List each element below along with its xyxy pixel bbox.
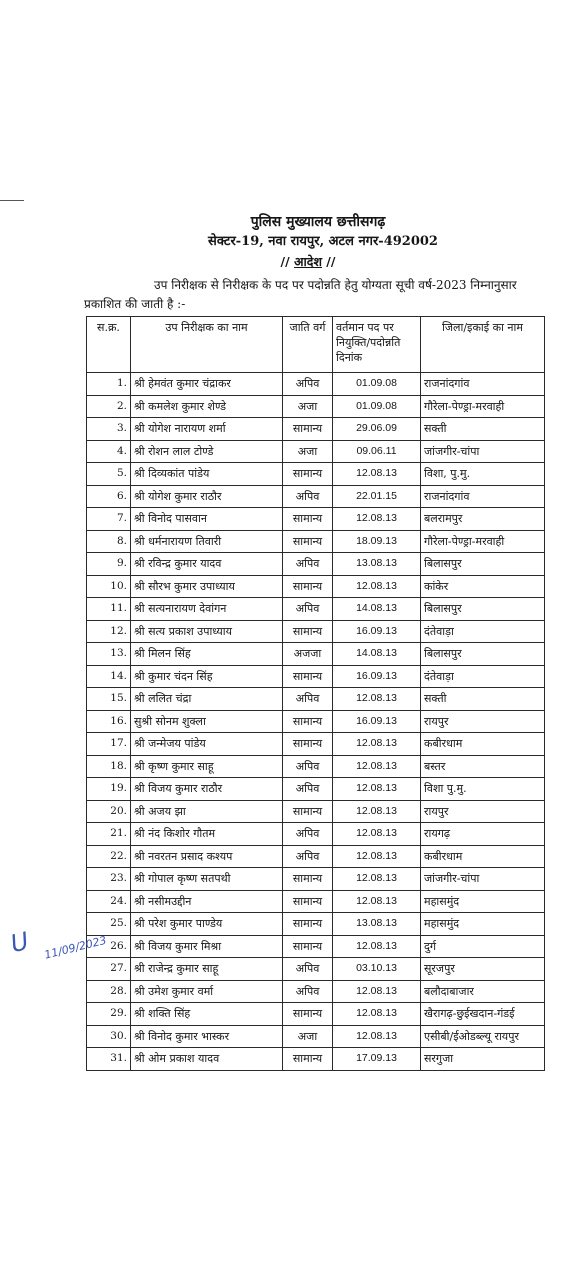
serial-cell: 19. <box>87 778 131 801</box>
date-cell: 13.08.13 <box>333 913 421 936</box>
category-cell: अजा <box>283 395 333 418</box>
district-cell: बिलासपुर <box>421 553 545 576</box>
name-cell: श्री हेमवंत कुमार चंद्राकर <box>131 373 283 396</box>
serial-cell: 10. <box>87 575 131 598</box>
table-row <box>87 508 545 531</box>
category-cell: सामान्य <box>283 868 333 891</box>
date-cell: 18.09.13 <box>333 530 421 553</box>
district-cell: राजनांदगांव <box>421 485 545 508</box>
name-cell: श्री योगेश नारायण शर्मा <box>131 418 283 441</box>
date-cell: 12.08.13 <box>333 1025 421 1048</box>
order-word: आदेश <box>294 254 322 269</box>
table-row <box>87 418 545 441</box>
name-cell: श्री रविन्द्र कुमार यादव <box>131 553 283 576</box>
date-cell: 12.08.13 <box>333 980 421 1003</box>
district-cell: विशा पु.मु. <box>421 778 545 801</box>
name-cell: श्री राजेन्द्र कुमार साहू <box>131 958 283 981</box>
district-cell: बलौदाबाजार <box>421 980 545 1003</box>
category-cell: अजजा <box>283 643 333 666</box>
name-cell: श्री कुमार चंदन सिंह <box>131 665 283 688</box>
serial-cell: 16. <box>87 710 131 733</box>
serial-cell: 8. <box>87 530 131 553</box>
category-cell: अजा <box>283 1025 333 1048</box>
district-cell: राजनांदगांव <box>421 373 545 396</box>
district-cell: सूरजपुर <box>421 958 545 981</box>
serial-cell: 28. <box>87 980 131 1003</box>
name-cell: श्री शक्ति सिंह <box>131 1003 283 1026</box>
name-cell: श्री गोपाल कृष्ण सतपथी <box>131 868 283 891</box>
serial-cell: 18. <box>87 755 131 778</box>
date-cell: 12.08.13 <box>333 733 421 756</box>
table-row <box>87 980 545 1003</box>
category-cell: अपिव <box>283 373 333 396</box>
table-row <box>87 710 545 733</box>
category-cell: अपिव <box>283 958 333 981</box>
category-cell: सामान्य <box>283 530 333 553</box>
name-cell: श्री धर्मनारायण तिवारी <box>131 530 283 553</box>
category-cell: अपिव <box>283 485 333 508</box>
name-cell: श्री सौरभ कुमार उपाध्याय <box>131 575 283 598</box>
district-cell: जांजगीर-चांपा <box>421 868 545 891</box>
table-row <box>87 530 545 553</box>
district-cell: गौरेला-पेण्ड्रा-मरवाही <box>421 395 545 418</box>
table-row <box>87 823 545 846</box>
name-cell: श्री योगेश कुमार राठौर <box>131 485 283 508</box>
district-cell: कबीरधाम <box>421 845 545 868</box>
date-cell: 14.08.13 <box>333 598 421 621</box>
table-row <box>87 755 545 778</box>
district-cell: विशा, पु.मु. <box>421 463 545 486</box>
date-cell: 12.08.13 <box>333 935 421 958</box>
date-cell: 13.08.13 <box>333 553 421 576</box>
date-cell: 22.01.15 <box>333 485 421 508</box>
date-cell: 12.08.13 <box>333 1003 421 1026</box>
district-cell: रायगढ़ <box>421 823 545 846</box>
handwritten-date: 11/09/2023 <box>43 933 108 962</box>
category-cell: अपिव <box>283 755 333 778</box>
category-cell: अपिव <box>283 778 333 801</box>
serial-cell: 6. <box>87 485 131 508</box>
table-row <box>87 598 545 621</box>
serial-cell: 27. <box>87 958 131 981</box>
name-cell: श्री नंद किशोर गौतम <box>131 823 283 846</box>
table-row <box>87 800 545 823</box>
order-prefix: // <box>280 254 295 269</box>
serial-cell: 22. <box>87 845 131 868</box>
date-cell: 12.08.13 <box>333 845 421 868</box>
table-row <box>87 1025 545 1048</box>
serial-cell: 17. <box>87 733 131 756</box>
district-cell: दुर्ग <box>421 935 545 958</box>
district-cell: बलरामपुर <box>421 508 545 531</box>
district-cell: कांकेर <box>421 575 545 598</box>
margin-mark <box>0 200 24 201</box>
table-body <box>87 373 545 1071</box>
serial-cell: 11. <box>87 598 131 621</box>
serial-cell: 12. <box>87 620 131 643</box>
category-cell: सामान्य <box>283 710 333 733</box>
date-cell: 12.08.13 <box>333 755 421 778</box>
district-cell: कबीरधाम <box>421 733 545 756</box>
name-cell: श्री विजय कुमार मिश्रा <box>131 935 283 958</box>
name-cell: श्री विनोद पासवान <box>131 508 283 531</box>
name-cell: श्री उमेश कुमार वर्मा <box>131 980 283 1003</box>
date-cell: 12.08.13 <box>333 508 421 531</box>
category-cell: सामान्य <box>283 620 333 643</box>
name-cell: श्री ओम प्रकाश यादव <box>131 1048 283 1071</box>
district-cell: गौरेला-पेण्ड्रा-मरवाही <box>421 530 545 553</box>
serial-cell: 7. <box>87 508 131 531</box>
name-cell: श्री परेश कुमार पाण्डेय <box>131 913 283 936</box>
category-cell: सामान्य <box>283 935 333 958</box>
date-cell: 12.08.13 <box>333 778 421 801</box>
category-cell: अपिव <box>283 980 333 1003</box>
category-cell: अपिव <box>283 823 333 846</box>
category-cell: सामान्य <box>283 418 333 441</box>
date-cell: 16.09.13 <box>333 710 421 733</box>
date-cell: 12.08.13 <box>333 800 421 823</box>
table-row <box>87 620 545 643</box>
name-cell: सुश्री सोनम शुक्ला <box>131 710 283 733</box>
serial-cell: 31. <box>87 1048 131 1071</box>
serial-cell: 15. <box>87 688 131 711</box>
serial-cell: 9. <box>87 553 131 576</box>
table-row <box>87 643 545 666</box>
table-row <box>87 440 545 463</box>
district-cell: महासमुंद <box>421 890 545 913</box>
date-cell: 12.08.13 <box>333 823 421 846</box>
district-cell: खैरागढ़-छुईखदान-गंडई <box>421 1003 545 1026</box>
table-row <box>87 395 545 418</box>
table-row <box>87 485 545 508</box>
table-row <box>87 688 545 711</box>
table-header-row <box>87 317 545 373</box>
serial-cell: 26. <box>87 935 131 958</box>
table-row <box>87 733 545 756</box>
district-cell: सक्ती <box>421 688 545 711</box>
date-cell: 01.09.08 <box>333 373 421 396</box>
district-cell: सरगुजा <box>421 1048 545 1071</box>
table-row <box>87 935 545 958</box>
name-cell: श्री विजय कुमार राठौर <box>131 778 283 801</box>
category-cell: अपिव <box>283 688 333 711</box>
table-row <box>87 778 545 801</box>
category-cell: अपिव <box>283 553 333 576</box>
category-cell: सामान्य <box>283 913 333 936</box>
district-cell: रायपुर <box>421 800 545 823</box>
letterhead <box>0 213 576 271</box>
date-cell: 12.08.13 <box>333 688 421 711</box>
serial-cell: 5. <box>87 463 131 486</box>
name-cell: श्री नसीमउद्दीन <box>131 890 283 913</box>
serial-cell: 29. <box>87 1003 131 1026</box>
table-row <box>87 575 545 598</box>
category-cell: सामान्य <box>283 800 333 823</box>
category-cell: सामान्य <box>283 463 333 486</box>
date-cell: 14.08.13 <box>333 643 421 666</box>
table-row <box>87 463 545 486</box>
serial-cell: 1. <box>87 373 131 396</box>
district-cell: सक्ती <box>421 418 545 441</box>
date-cell: 16.09.13 <box>333 620 421 643</box>
name-cell: श्री सत्य प्रकाश उपाध्याय <box>131 620 283 643</box>
handwritten-initial: U <box>7 926 32 959</box>
name-cell: श्री कृष्ण कुमार साहू <box>131 755 283 778</box>
serial-cell: 25. <box>87 913 131 936</box>
district-cell: बस्तर <box>421 755 545 778</box>
serial-cell: 13. <box>87 643 131 666</box>
name-cell: श्री सत्यनारायण देवांगन <box>131 598 283 621</box>
date-cell: 03.10.13 <box>333 958 421 981</box>
header-date <box>333 317 421 373</box>
serial-cell: 30. <box>87 1025 131 1048</box>
category-cell: सामान्य <box>283 575 333 598</box>
table-row <box>87 845 545 868</box>
district-cell: जांजगीर-चांपा <box>421 440 545 463</box>
category-cell: अजा <box>283 440 333 463</box>
category-cell: सामान्य <box>283 890 333 913</box>
name-cell: श्री ललित चंद्रा <box>131 688 283 711</box>
order-title <box>40 253 576 271</box>
category-cell: सामान्य <box>283 1003 333 1026</box>
header-district: जिला/इकाई का नाम <box>421 317 545 373</box>
name-cell: श्री कमलेश कुमार शेण्डे <box>131 395 283 418</box>
category-cell: सामान्य <box>283 733 333 756</box>
header-name: उप निरीक्षक का नाम <box>131 317 283 373</box>
table-row <box>87 373 545 396</box>
date-cell: 12.08.13 <box>333 868 421 891</box>
date-cell: 12.08.13 <box>333 890 421 913</box>
serial-cell: 3. <box>87 418 131 441</box>
name-cell: श्री विनोद कुमार भास्कर <box>131 1025 283 1048</box>
category-cell: सामान्य <box>283 665 333 688</box>
order-suffix: // <box>321 254 336 269</box>
date-cell: 09.06.11 <box>333 440 421 463</box>
organization-name: पुलिस मुख्यालय छत्तीसगढ़ <box>250 214 386 230</box>
header-date-text: वर्तमान पद पर नियुक्ति/पदोन्नति दिनांक <box>336 321 401 364</box>
date-cell: 29.06.09 <box>333 418 421 441</box>
table-row <box>87 553 545 576</box>
district-cell: दंतेवाड़ा <box>421 665 545 688</box>
name-cell: श्री दिव्यकांत पांडेय <box>131 463 283 486</box>
category-cell: अपिव <box>283 598 333 621</box>
table-row <box>87 1048 545 1071</box>
serial-cell: 24. <box>87 890 131 913</box>
table-row <box>87 1003 545 1026</box>
date-cell: 17.09.13 <box>333 1048 421 1071</box>
serial-cell: 4. <box>87 440 131 463</box>
table-row <box>87 913 545 936</box>
serial-cell: 21. <box>87 823 131 846</box>
table-row <box>87 890 545 913</box>
date-cell: 16.09.13 <box>333 665 421 688</box>
district-cell: दंतेवाड़ा <box>421 620 545 643</box>
district-cell: बिलासपुर <box>421 598 545 621</box>
district-cell: बिलासपुर <box>421 643 545 666</box>
district-cell: एसीबी/ईओडब्ल्यू रायपुर <box>421 1025 545 1048</box>
table-row <box>87 868 545 891</box>
date-cell: 12.08.13 <box>333 463 421 486</box>
name-cell: श्री नवरतन प्रसाद कश्यप <box>131 845 283 868</box>
organization-address: सेक्टर-19, नवा रायपुर, अटल नगर-492002 <box>208 234 438 249</box>
category-cell: सामान्य <box>283 508 333 531</box>
table-row <box>87 665 545 688</box>
serial-cell: 2. <box>87 395 131 418</box>
table-row <box>87 958 545 981</box>
header-category: जाति वर्ग <box>283 317 333 373</box>
district-cell: महासमुंद <box>421 913 545 936</box>
intro-paragraph: उप निरीक्षक से निरीक्षक के पद पर पदोन्नति हेतु योग्यता सूची वर्ष-2023 निम्नानुसार प्रकाशित की जाती है :- <box>84 278 517 311</box>
serial-cell: 14. <box>87 665 131 688</box>
name-cell: श्री रोशन लाल टोण्डे <box>131 440 283 463</box>
eligibility-table <box>86 316 545 1071</box>
category-cell: अपिव <box>283 845 333 868</box>
date-cell: 01.09.08 <box>333 395 421 418</box>
header-serial: स.क्र. <box>87 317 131 373</box>
date-cell: 12.08.13 <box>333 575 421 598</box>
category-cell: सामान्य <box>283 1048 333 1071</box>
name-cell: श्री मिलन सिंह <box>131 643 283 666</box>
serial-cell: 20. <box>87 800 131 823</box>
name-cell: श्री जन्मेजय पांडेय <box>131 733 283 756</box>
name-cell: श्री अजय झा <box>131 800 283 823</box>
district-cell: रायपुर <box>421 710 545 733</box>
serial-cell: 23. <box>87 868 131 891</box>
